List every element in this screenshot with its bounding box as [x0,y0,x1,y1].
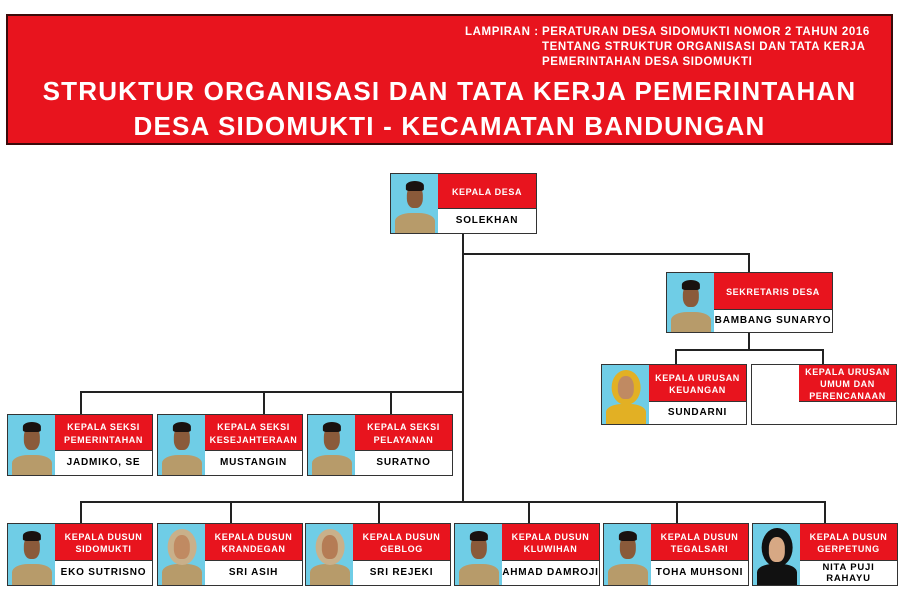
name-label: TOHA MUHSONI [651,560,748,585]
connector-urusan-right [822,349,824,364]
photo-seksi-pemerintahan [8,415,57,475]
role-label: KEPALA DUSUN KRANDEGAN [205,524,302,562]
connector-dusun-2 [230,501,232,524]
lampiran-line-3: PEMERINTAHAN DESA SIDOMUKTI [542,56,753,68]
connector-dusun-3 [378,501,380,524]
card-dusun-geblog [305,523,451,586]
card-kepala-desa [390,173,537,234]
role-label: KEPALA DUSUN TEGALSARI [651,524,748,562]
role-label: KEPALA DESA [438,174,536,210]
name-label: JADMIKO, SE [55,450,152,475]
name-label: NITA PUJI RAHAYU [800,560,897,585]
name-label: SRI REJEKI [353,560,450,585]
photo-dusun-kluwihan [455,524,504,585]
name-label: AHMAD DAMROJI [502,560,599,585]
card-urusan-umum [751,364,897,425]
photo-urusan-keuangan [602,365,651,424]
photo-seksi-kesejahteraan [158,415,207,475]
photo-urusan-umum [752,365,801,424]
connector-to-sekretaris [462,253,749,255]
name-label: SUNDARNI [649,401,746,424]
name-label: EKO SUTRISNO [55,560,152,585]
photo-dusun-geblog [306,524,355,585]
card-seksi-pelayanan [307,414,453,476]
role-label: KEPALA SEKSI KESEJAHTERAAN [205,415,302,452]
name-label: SOLEKHAN [438,208,536,233]
lampiran-line-2: TENTANG STRUKTUR ORGANISASI DAN TATA KERJA [542,41,866,53]
role-label: KEPALA DUSUN GERPETUNG [800,524,897,562]
connector-seksi-bar [80,391,464,393]
name-label: MUSTANGIN [205,450,302,475]
connector-dusun-bar [80,501,826,503]
connector-seksi-2 [263,391,265,415]
photo-dusun-krandegan [158,524,207,585]
connector-seksi-1 [80,391,82,415]
photo-dusun-gerpetung [753,524,802,585]
card-sekretaris-desa [666,272,833,333]
connector-sekretaris-drop [748,253,750,273]
role-label: KEPALA SEKSI PEMERINTAHAN [55,415,152,452]
header-banner [6,14,893,145]
role-label: KEPALA URUSAN KEUANGAN [649,365,746,403]
photo-dusun-sidomukti [8,524,57,585]
role-label: KEPALA DUSUN KLUWIHAN [502,524,599,562]
role-label: KEPALA DUSUN SIDOMUKTI [55,524,152,562]
role-label: KEPALA DUSUN GEBLOG [353,524,450,562]
card-urusan-keuangan [601,364,747,425]
role-label: KEPALA SEKSI PELAYANAN [355,415,452,452]
name-label: SRI ASIH [205,560,302,585]
card-seksi-pemerintahan [7,414,153,476]
photo-sekretaris-desa [667,273,716,332]
role-label: SEKRETARIS DESA [714,273,832,311]
lampiran-line-1: PERATURAN DESA SIDOMUKTI NOMOR 2 TAHUN 2016 [542,26,870,38]
lampiran-label: LAMPIRAN : [465,26,539,38]
connector-dusun-6 [824,501,826,524]
card-dusun-sidomukti [7,523,153,586]
name-label [799,401,896,424]
card-dusun-krandegan [157,523,303,586]
card-seksi-kesejahteraan [157,414,303,476]
card-dusun-kluwihan [454,523,600,586]
connector-urusan-bar [675,349,824,351]
photo-kepala-desa [391,174,440,233]
page-title-line-2: DESA SIDOMUKTI - KECAMATAN BANDUNGAN [133,111,766,141]
card-dusun-gerpetung [752,523,898,586]
photo-dusun-tegalsari [604,524,653,585]
card-dusun-tegalsari [603,523,749,586]
name-label: BAMBANG SUNARYO [714,309,832,332]
connector-dusun-4 [528,501,530,524]
connector-dusun-1 [80,501,82,524]
name-label: SURATNO [355,450,452,475]
connector-seksi-3 [390,391,392,415]
connector-dusun-5 [676,501,678,524]
role-label: KEPALA URUSAN UMUM DAN PERENCANAAN [799,365,896,403]
page-title-line-1: STRUKTUR ORGANISASI DAN TATA KERJA PEMERINTAHAN [42,76,857,106]
connector-trunk [462,233,464,503]
connector-urusan-left [675,349,677,364]
photo-seksi-pelayanan [308,415,357,475]
connector-sekretaris-down [748,332,750,350]
